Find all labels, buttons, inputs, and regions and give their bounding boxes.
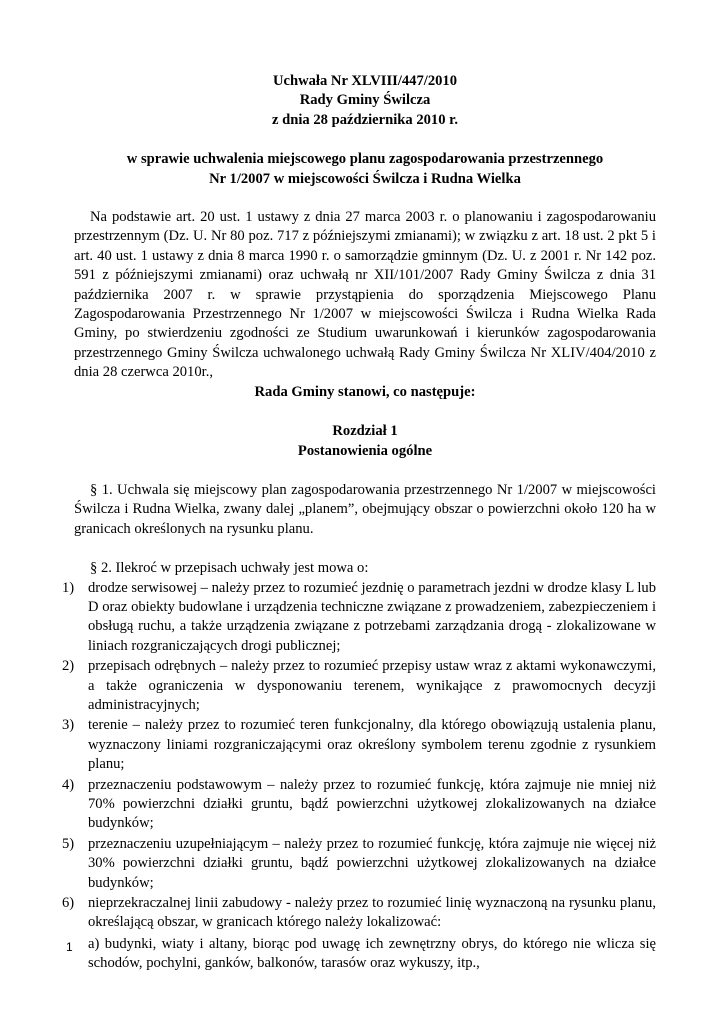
- resolution-date: z dnia 28 października 2010 r.: [272, 111, 458, 128]
- list-item-number: 3): [62, 717, 75, 734]
- resolution-subject-line1: w sprawie uchwalenia miejscowego planu zagospodarowania przestrzennego: [126, 151, 604, 168]
- list-item-number: 6): [62, 895, 75, 912]
- document-page: [62, 72, 656, 974]
- list-item-text: drodze serwisowej – należy przez to rozumieć jezdnię o parametrach jezdni w drodze klasy L lub D oraz obiekty budowlane i urządzenia techniczne związane z prowadzeniem, zabezpieczeniem i obsługą ruchu, a także urządzenia związane z potrzebami zarządzania drogą - zlokalizowane w liniach rozgraniczających drogi publicznej;: [88, 579, 656, 654]
- list-item-number: 1): [62, 579, 75, 596]
- list-item-text: przepisach odrębnych – należy przez to rozumieć przepisy ustaw wraz z aktami wykonawczymi, a także ograniczenia w dysponowaniu terenem, wynikające z prawomocnych decyzji administracyjnych;: [88, 658, 656, 713]
- list-item-text: przeznaczeniu podstawowym – należy przez to rozumieć funkcję, która zajmuje nie mniej niż 70% powierzchni działki gruntu, bądź powierzchni użytkowej zlokalizowanych na działce budynków;: [88, 776, 656, 832]
- definition-sub-item-a: a) budynki, wiaty i altany, biorąc pod uwagę ich zewnętrzny obrys, do którego nie wlicza się schodów, pochylni, ganków, balkonów, tarasów oraz wykuszy, itp.,: [88, 935, 656, 972]
- council-name: Rady Gminy Świlcza: [299, 92, 431, 109]
- definition-item: [62, 579, 656, 657]
- definition-item: [62, 776, 656, 834]
- list-item-number: 2): [62, 658, 75, 675]
- section-2-intro: § 2. Ilekroć w przepisach uchwały jest mowa o:: [90, 560, 369, 577]
- resolution-subject-line2: Nr 1/2007 w miejscowości Świlcza i Rudna Wielka: [209, 170, 521, 187]
- chapter-subtitle: Postanowienia ogólne: [297, 442, 433, 459]
- preamble-paragraph: Na podstawie art. 20 ust. 1 ustawy z dnia 27 marca 2003 r. o planowaniu i zagospodarowaniu przestrzennym (Dz. U. Nr 80 poz. 717 z późniejszymi zmianami); w związku z art. 18 ust. 2 pkt 5 i art. 40 ust. 1 ustawy z dnia 8 marca 1990 r. o samorządzie gminnym (Dz. U. z 2001 r. Nr 142 poz. 591 z późniejszymi zmianami) oraz uchwałą nr XII/101/2007 Rady Gminy Świlcza z dnia 31 października 2007 r. w sprawie przystąpienia do sporządzenia Miejscowego Planu Zagospodarowania Przestrzennego Nr 1/2007 w miejscowości Świlcza i Rudna Wielka Rada Gminy, po stwierdzeniu zgodności ze Studium uwarunkowań i kierunków zagospodarowania przestrzennego Gminy Świlcza uchwalonego uchwałą Rady Gminy Świlcza Nr XLIV/404/2010 z dnia 28 czerwca 2010r.,: [74, 209, 656, 381]
- list-item-number: 5): [62, 835, 75, 852]
- page-number: 1: [66, 940, 73, 954]
- definition-item: [62, 835, 656, 893]
- list-item-text: przeznaczeniu uzupełniającym – należy przez to rozumieć funkcję, która zajmuje nie więcej niż 30% powierzchni działki gruntu, bądź powierzchni użytkowej zlokalizowanych na działce budynków;: [88, 835, 656, 891]
- definition-item: [62, 716, 656, 774]
- chapter-title: Rozdział 1: [332, 423, 398, 440]
- list-item-text: nieprzekraczalnej linii zabudowy - należy przez to rozumieć linię wyznaczoną na rysunku planu, określającą obszar, w granicach którego należy lokalizować:: [88, 895, 656, 931]
- section-1-paragraph: § 1. Uchwala się miejscowy plan zagospodarowania przestrzennego Nr 1/2007 w miejscowości Świlcza i Rudna Wielka, zwany dalej „planem”, obejmujący obszar o powierzchni około 120 ha w granicach określonych na rysunku planu.: [74, 481, 656, 537]
- list-item-number: 4): [62, 776, 75, 793]
- list-item-text: terenie – należy przez to rozumieć teren funkcjonalny, dla którego obowiązują ustalenia planu, wyznaczony liniami rozgraniczającymi oraz określony symbolem terenu zgodnie z rysunkiem planu;: [88, 717, 656, 773]
- definition-item: [62, 894, 656, 933]
- definition-item: [62, 657, 656, 715]
- resolution-number: Uchwała Nr XLVIII/447/2010: [272, 73, 458, 89]
- resolves-statement: Rada Gminy stanowi, co następuje:: [254, 383, 476, 400]
